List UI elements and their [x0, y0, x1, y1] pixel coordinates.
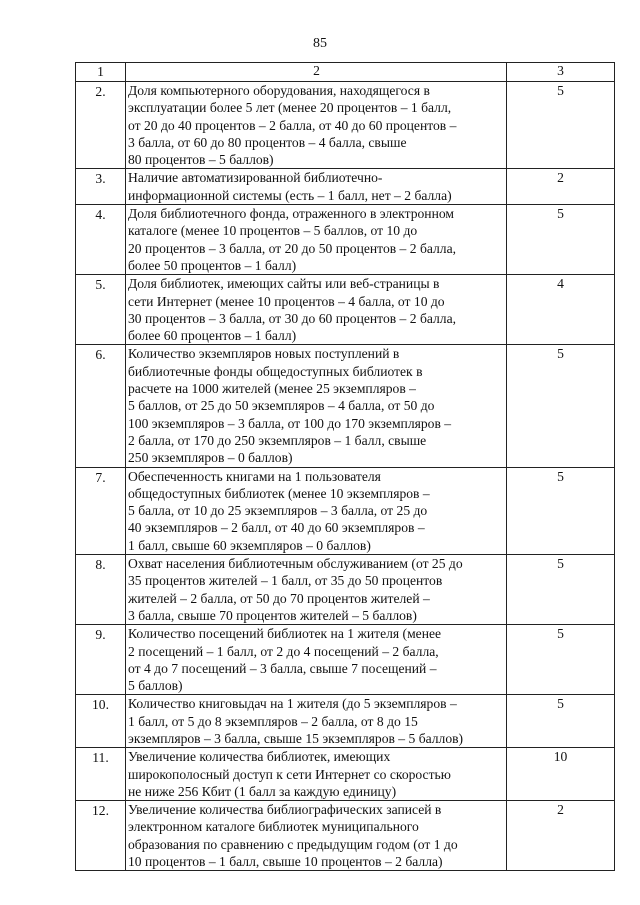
- page-number: 85: [313, 36, 327, 51]
- description-line: 250 экземпляров – 0 баллов): [128, 450, 293, 466]
- table-row: [76, 345, 615, 467]
- description-line: сети Интернет (менее 10 процентов – 4 балла, от 10 до: [128, 293, 445, 309]
- description-line: не ниже 256 Кбит (1 балл за каждую единицу): [128, 783, 397, 799]
- row-number: 9.: [76, 625, 126, 695]
- row-number: 11.: [76, 748, 126, 801]
- row-score: 5: [507, 625, 615, 695]
- description-line: Увеличение количества библиотек, имеющих: [128, 749, 391, 765]
- table-row: [76, 748, 615, 801]
- description-line: образования по сравнению с предыдущим годом (от 1 до: [128, 836, 458, 852]
- table-row: [76, 169, 615, 205]
- description-line: Количество книговыдач на 1 жителя (до 5 экземпляров –: [128, 696, 457, 712]
- row-score: 2: [507, 801, 615, 871]
- row-score: 5: [507, 555, 615, 625]
- row-score: 4: [507, 275, 615, 345]
- row-description: [126, 625, 507, 695]
- description-line: расчете на 1000 жителей (менее 25 экземпляров –: [128, 381, 416, 397]
- description-line: Доля библиотечного фонда, отраженного в электронном: [128, 206, 454, 222]
- row-description: [126, 205, 507, 275]
- criteria-table: [75, 62, 615, 871]
- row-score: 5: [507, 467, 615, 554]
- criteria-table-body: [76, 63, 615, 871]
- table-header-row: [76, 63, 615, 82]
- description-line: каталоге (менее 10 процентов – 5 баллов, от 10 до: [128, 223, 418, 239]
- row-score: 2: [507, 169, 615, 205]
- row-number: 10.: [76, 695, 126, 748]
- row-description: [126, 467, 507, 554]
- row-number: 2.: [76, 82, 126, 169]
- table-row: [76, 205, 615, 275]
- description-line: Доля компьютерного оборудования, находящегося в: [128, 83, 430, 98]
- row-description: [126, 555, 507, 625]
- table-row: [76, 555, 615, 625]
- header-col-1: 1: [76, 63, 126, 82]
- description-line: общедоступных библиотек (менее 10 экземпляров –: [128, 485, 430, 501]
- table-row: [76, 275, 615, 345]
- description-line: электронном каталоге библиотек муниципального: [128, 819, 419, 835]
- row-number: 7.: [76, 467, 126, 554]
- description-line: жителей – 2 балла, от 50 до 70 процентов жителей –: [128, 590, 430, 606]
- description-line: более 60 процентов – 1 балл): [128, 328, 297, 344]
- row-description: [126, 169, 507, 205]
- description-line: 3 балла, от 60 до 80 процентов – 4 балла, свыше: [128, 134, 407, 150]
- description-line: Охват населения библиотечным обслуживанием (от 25 до: [128, 556, 463, 572]
- description-line: эксплуатации более 5 лет (менее 20 процентов – 1 балл,: [128, 100, 452, 116]
- description-line: Наличие автоматизированной библиотечно-: [128, 170, 383, 186]
- description-line: 5 баллов): [128, 678, 183, 694]
- row-score: 5: [507, 82, 615, 169]
- row-score: 5: [507, 205, 615, 275]
- description-line: 10 процентов – 1 балл, свыше 10 процентов – 2 балла): [128, 854, 443, 870]
- row-description: [126, 695, 507, 748]
- row-score: 5: [507, 345, 615, 467]
- header-col-2: 2: [126, 63, 507, 82]
- row-number: 5.: [76, 275, 126, 345]
- table-row: [76, 801, 615, 871]
- row-description: [126, 275, 507, 345]
- description-line: Доля библиотек, имеющих сайты или веб-страницы в: [128, 276, 440, 292]
- description-line: 20 процентов – 3 балла, от 20 до 50 процентов – 2 балла,: [128, 240, 457, 256]
- description-line: 2 посещений – 1 балл, от 2 до 4 посещений – 2 балла,: [128, 643, 439, 659]
- description-line: 1 балл, свыше 60 экземпляров – 0 баллов): [128, 537, 371, 553]
- row-number: 3.: [76, 169, 126, 205]
- description-line: широкополосный доступ к сети Интернет со скоростью: [128, 766, 451, 782]
- table-row: [76, 467, 615, 554]
- row-description: [126, 82, 507, 169]
- table-row: [76, 82, 615, 169]
- row-score: 5: [507, 695, 615, 748]
- description-line: от 20 до 40 процентов – 2 балла, от 40 до 60 процентов –: [128, 117, 457, 133]
- description-line: экземпляров – 3 балла, свыше 15 экземпляров – 5 баллов): [128, 730, 464, 746]
- description-line: 5 баллов, от 25 до 50 экземпляров – 4 балла, от 50 до: [128, 398, 435, 414]
- description-line: более 50 процентов – 1 балл): [128, 257, 297, 273]
- description-line: 80 процентов – 5 баллов): [128, 152, 274, 168]
- row-number: 8.: [76, 555, 126, 625]
- description-line: 40 экземпляров – 2 балл, от 40 до 60 экземпляров –: [128, 520, 425, 536]
- row-number: 4.: [76, 205, 126, 275]
- description-line: Обеспеченность книгами на 1 пользователя: [128, 468, 381, 484]
- description-line: Количество посещений библиотек на 1 жителя (менее: [128, 626, 442, 642]
- description-line: Количество экземпляров новых поступлений в: [128, 346, 400, 362]
- description-line: библиотечные фонды общедоступных библиотек в: [128, 363, 423, 379]
- description-line: Увеличение количества библиографических записей в: [128, 802, 442, 818]
- description-line: информационной системы (есть – 1 балл, нет – 2 балла): [128, 187, 452, 203]
- description-line: 5 балла, от 10 до 25 экземпляров – 3 балла, от 25 до: [128, 503, 428, 519]
- row-description: [126, 345, 507, 467]
- row-description: [126, 801, 507, 871]
- description-line: 1 балл, от 5 до 8 экземпляров – 2 балла, от 8 до 15: [128, 713, 418, 729]
- row-number: 6.: [76, 345, 126, 467]
- description-line: 35 процентов жителей – 1 балл, от 35 до 50 процентов: [128, 573, 443, 589]
- description-line: 2 балла, от 170 до 250 экземпляров – 1 балл, свыше: [128, 432, 427, 448]
- description-line: 3 балла, свыше 70 процентов жителей – 5 баллов): [128, 607, 417, 623]
- description-line: 100 экземпляров – 3 балла, от 100 до 170 экземпляров –: [128, 415, 452, 431]
- header-col-3: 3: [507, 63, 615, 82]
- table-row: [76, 625, 615, 695]
- description-line: от 4 до 7 посещений – 3 балла, свыше 7 посещений –: [128, 660, 437, 676]
- row-number: 12.: [76, 801, 126, 871]
- row-description: [126, 748, 507, 801]
- row-score: 10: [507, 748, 615, 801]
- description-line: 30 процентов – 3 балла, от 30 до 60 процентов – 2 балла,: [128, 310, 457, 326]
- table-row: [76, 695, 615, 748]
